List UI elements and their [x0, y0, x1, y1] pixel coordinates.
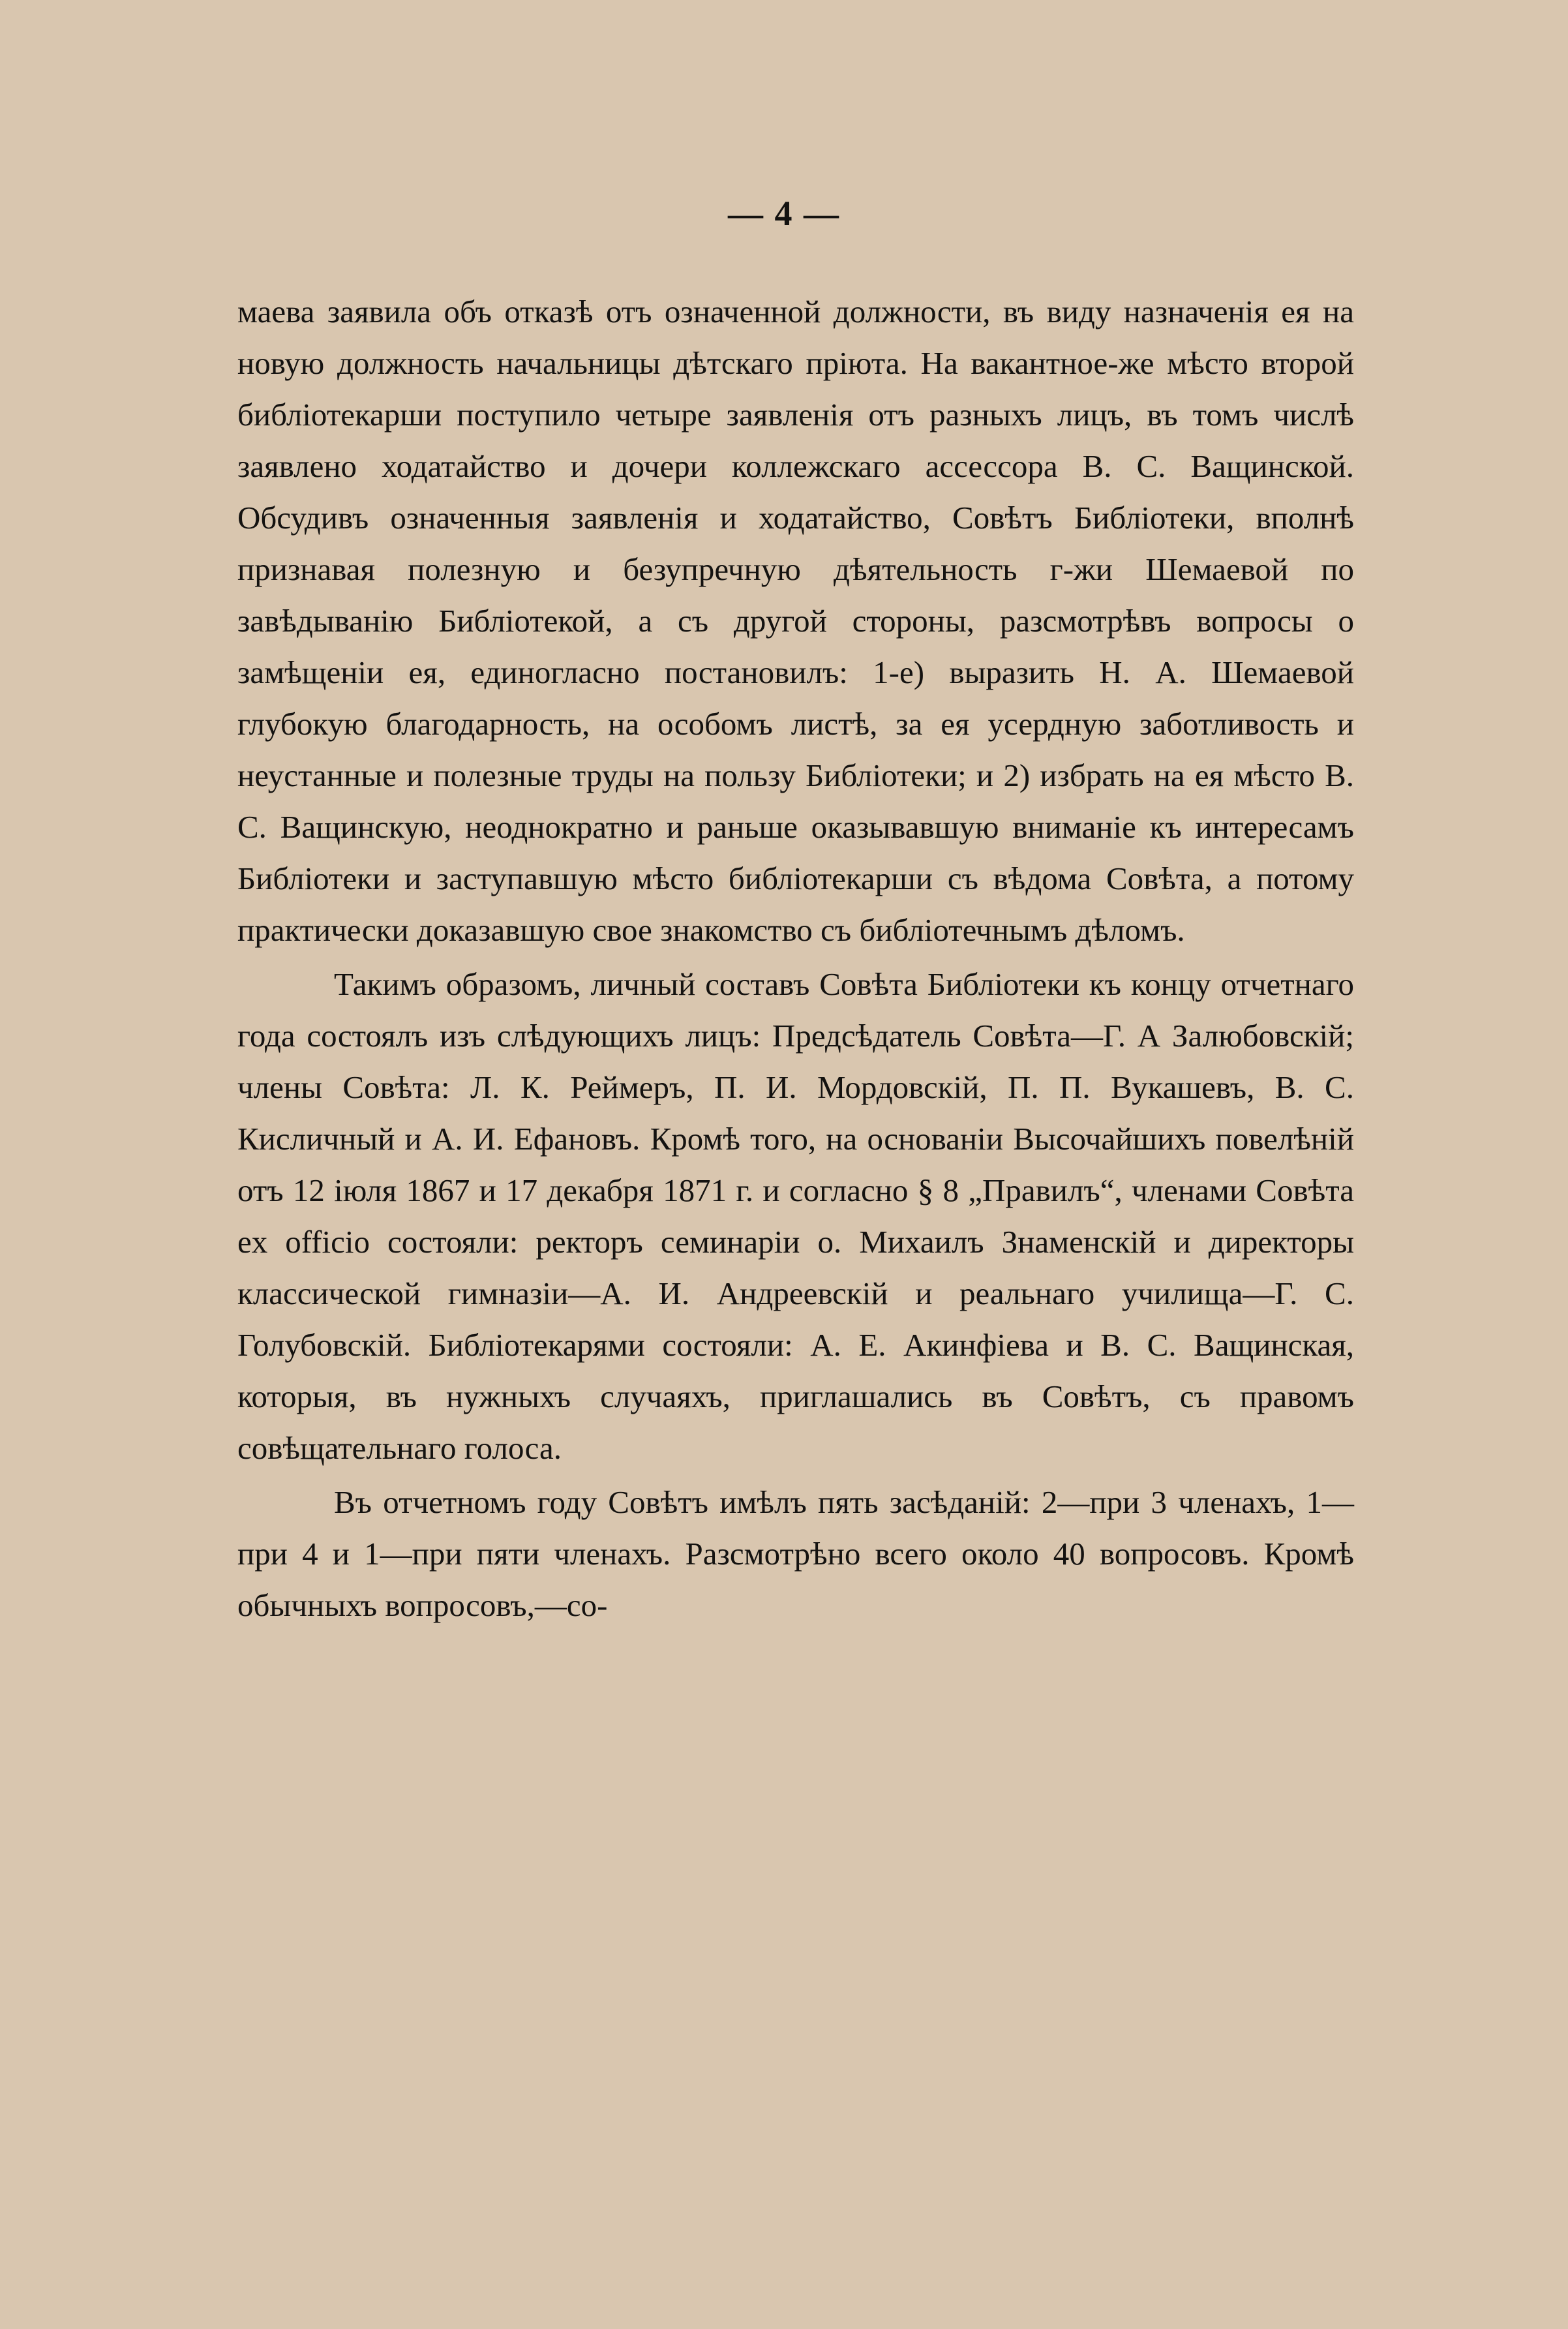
paragraph-council-meetings: Въ отчетномъ году Совѣтъ имѣлъ пять засѣданій: 2—при 3 членахъ, 1—при 4 и 1—при пяти членахъ. Разсмотрѣно всего около 40 вопросовъ. Кромѣ обычныхъ вопросовъ,—со-	[237, 1484, 1354, 1623]
body-text	[237, 286, 1354, 1631]
paragraph-council-composition: Такимъ образомъ, личный составъ Совѣта Библіотеки къ концу отчетнаго года состоялъ изъ слѣдующихъ лицъ: Предсѣдатель Совѣта—Г. А Залюбовскій; члены Совѣта: Л. К. Реймеръ, П. И. Мордовскій, П. П. Вукашевъ, В. С. Кисличный и А. И. Ефановъ. Кромѣ того, на основаніи Высочайшихъ повелѣній отъ 12 іюля 1867 и 17 декабря 1871 г. и согласно § 8 „Правилъ“, членами Совѣта ex officio состояли: ректоръ семинаріи о. Михаилъ Знаменскій и директоры классической гимназіи—А. И. Андреевскій и реальнаго училища—Г. С. Голубовскій. Библіотекарями состояли: А. Е. Акинфіева и В. С. Ващинская, которыя, въ нужныхъ случаяхъ, приглашались въ Совѣтъ, съ правомъ совѣщательнаго голоса.	[237, 966, 1354, 1466]
page-number: — 4 —	[728, 194, 840, 233]
paragraph-continuation: маева заявила объ отказѣ отъ означенной должности, въ виду назначенія ея на новую должность начальницы дѣтскаго пріюта. На вакантное-же мѣсто второй библіотекарши поступило четыре заявленія отъ разныхъ лицъ, въ томъ числѣ заявлено ходатайство и дочери коллежскаго ассессора В. С. Ващинской. Обсудивъ означенныя заявленія и ходатайство, Совѣтъ Библіотеки, вполнѣ признавая полезную и безупречную дѣятельность г-жи Шемаевой по завѣдыванію Библіотекой, а съ другой стороны, разсмотрѣвъ вопросы о замѣщеніи ея, единогласно постановилъ: 1-е) выразить Н. А. Шемаевой глубокую благодарность, на особомъ листѣ, за ея усердную заботливость и неустанные и полезные труды на пользу Библіотеки; и 2) избрать на ея мѣсто В. С. Ващинскую, неоднократно и раньше оказывавшую вниманіе къ интересамъ Библіотеки и заступавшую мѣсто библіотекарши съ вѣдома Совѣта, а потому практически доказавшую свое знакомство съ библіотечнымъ дѣломъ.	[237, 294, 1354, 948]
